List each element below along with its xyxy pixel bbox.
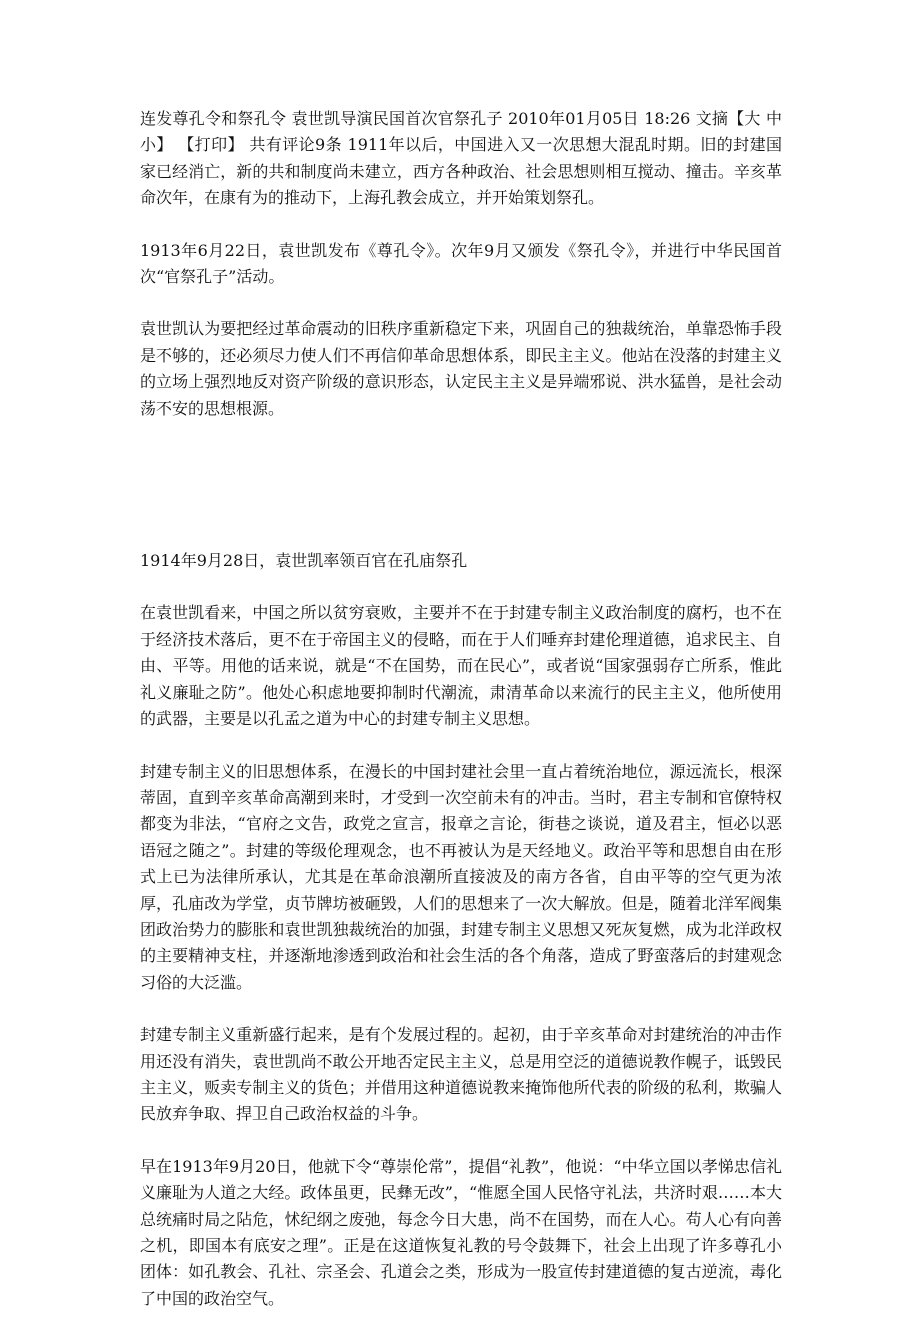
feudal-system-paragraph: 封建专制主义的旧思想体系，在漫长的中国封建社会里一直占着统治地位，源远流长，根深蒂固，直到辛亥革命高潮到来时，才受到一次空前未有的冲击。当时，君主专制和官僚特权都变为非法，“官府之文告，政党之宣言，报章之言论，街巷之谈说，道及君主，恒必以恶语冠之随之”。封建的等级伦理观念，也不再被认为是天经地义。政治平等和思想自由在形式上已为法律所承认，尤其是在革命浪潮所直接波及的南方各省，自由平等的空气更为浓厚，孔庙改为学堂，贞节牌坊被砸毁，人们的思想来了一次大解放。但是，随着北洋军阀集团政治势力的膨胀和袁世凯独裁统治的加强，封建专制主义思想又死灰复燃，成为北洋政权的主要精神支柱，并逐渐地渗透到政治和社会生活的各个角落，造成了野蛮落后的封建观念习俗的大泛滥。 — [140, 761, 782, 992]
decree-1913-paragraph: 1913年6月22日，袁世凯发布《尊孔令》。次年9月又颁发《祭孔令》，并进行中华民国首次“官祭孔子”活动。 — [140, 240, 782, 287]
revival-paragraph: 封建专制主义重新盛行起来，是有个发展过程的。起初，由于辛亥革命对封建统治的冲击作用还没有消失，袁世凯尚不敢公开地否定民主主义，总是用空泛的道德说教作幌子，诋毁民主主义，贩卖专制主义的货色；并借用这种道德说教来掩饰他所代表的阶级的私利，欺骗人民放弃争取、捍卫自己政治权益的斗争。 — [140, 1025, 782, 1124]
article-intro-paragraph: 连发尊孔令和祭孔令 袁世凯导演民国首次官祭孔子 2010年01月05日 18:26 文摘【大 中 小】 【打印】 共有评论9条 1911年以后，中国进入又一次思想大混乱时期。旧的封建国家已经消亡，新的共和制度尚未建立，西方各种政治、社会思想则相互搅动、撞击。辛亥革命次年，在康有为的推动下，上海孔教会成立，并开始策划祭孔。 — [140, 109, 782, 208]
reason-paragraph: 在袁世凯看来，中国之所以贫穷衰败，主要并不在于封建专制主义政治制度的腐朽，也不在于经济技术落后，更不在于帝国主义的侵略，而在于人们唾弃封建伦理道德，追求民主、自由、平等。用他的话来说，就是“不在国势，而在民心”，或者说“国家强弱存亡所系，惟此礼义廉耻之防”。他处心积虑地要抑制时代潮流，肃清革命以来流行的民主主义，他所使用的武器，主要是以孔孟之道为中心的封建专制主义思想。 — [140, 603, 782, 729]
article-body — [140, 106, 782, 1338]
image-placeholder-gap — [140, 448, 782, 548]
photo-caption: 1914年9月28日，袁世凯率领百官在孔庙祭孔 — [140, 551, 468, 571]
order-1913-paragraph: 早在1913年9月20日，他就下令“尊崇伦常”，提倡“礼教”，他说：“中华立国以孝悌忠信礼义廉耻为人道之大经。政体虽更，民彝无改”，“惟愿全国人民恪守礼法，共济时艰……本大总统痛时局之阽危，怵纪纲之废弛，每念今日大患，尚不在国势，而在人心。苟人心有向善之机，即国本有底安之理”。正是在这道恢复礼教的号令鼓舞下，社会上出现了许多尊孔小团体：如孔教会、孔社、宗圣会、孔道会之类，形成为一股宣传封建道德的复古逆流，毒化了中国的政治空气。 — [140, 1156, 782, 1308]
yuan-view-paragraph: 袁世凯认为要把经过革命震动的旧秩序重新稳定下来，巩固自己的独裁统治，单靠恐怖手段是不够的，还必须尽力使人们不再信仰革命思想体系，即民主主义。他站在没落的封建主义的立场上强烈地反对资产阶级的意识形态，认定民主主义是异端邪说、洪水猛兽，是社会动荡不安的思想根源。 — [140, 319, 782, 418]
